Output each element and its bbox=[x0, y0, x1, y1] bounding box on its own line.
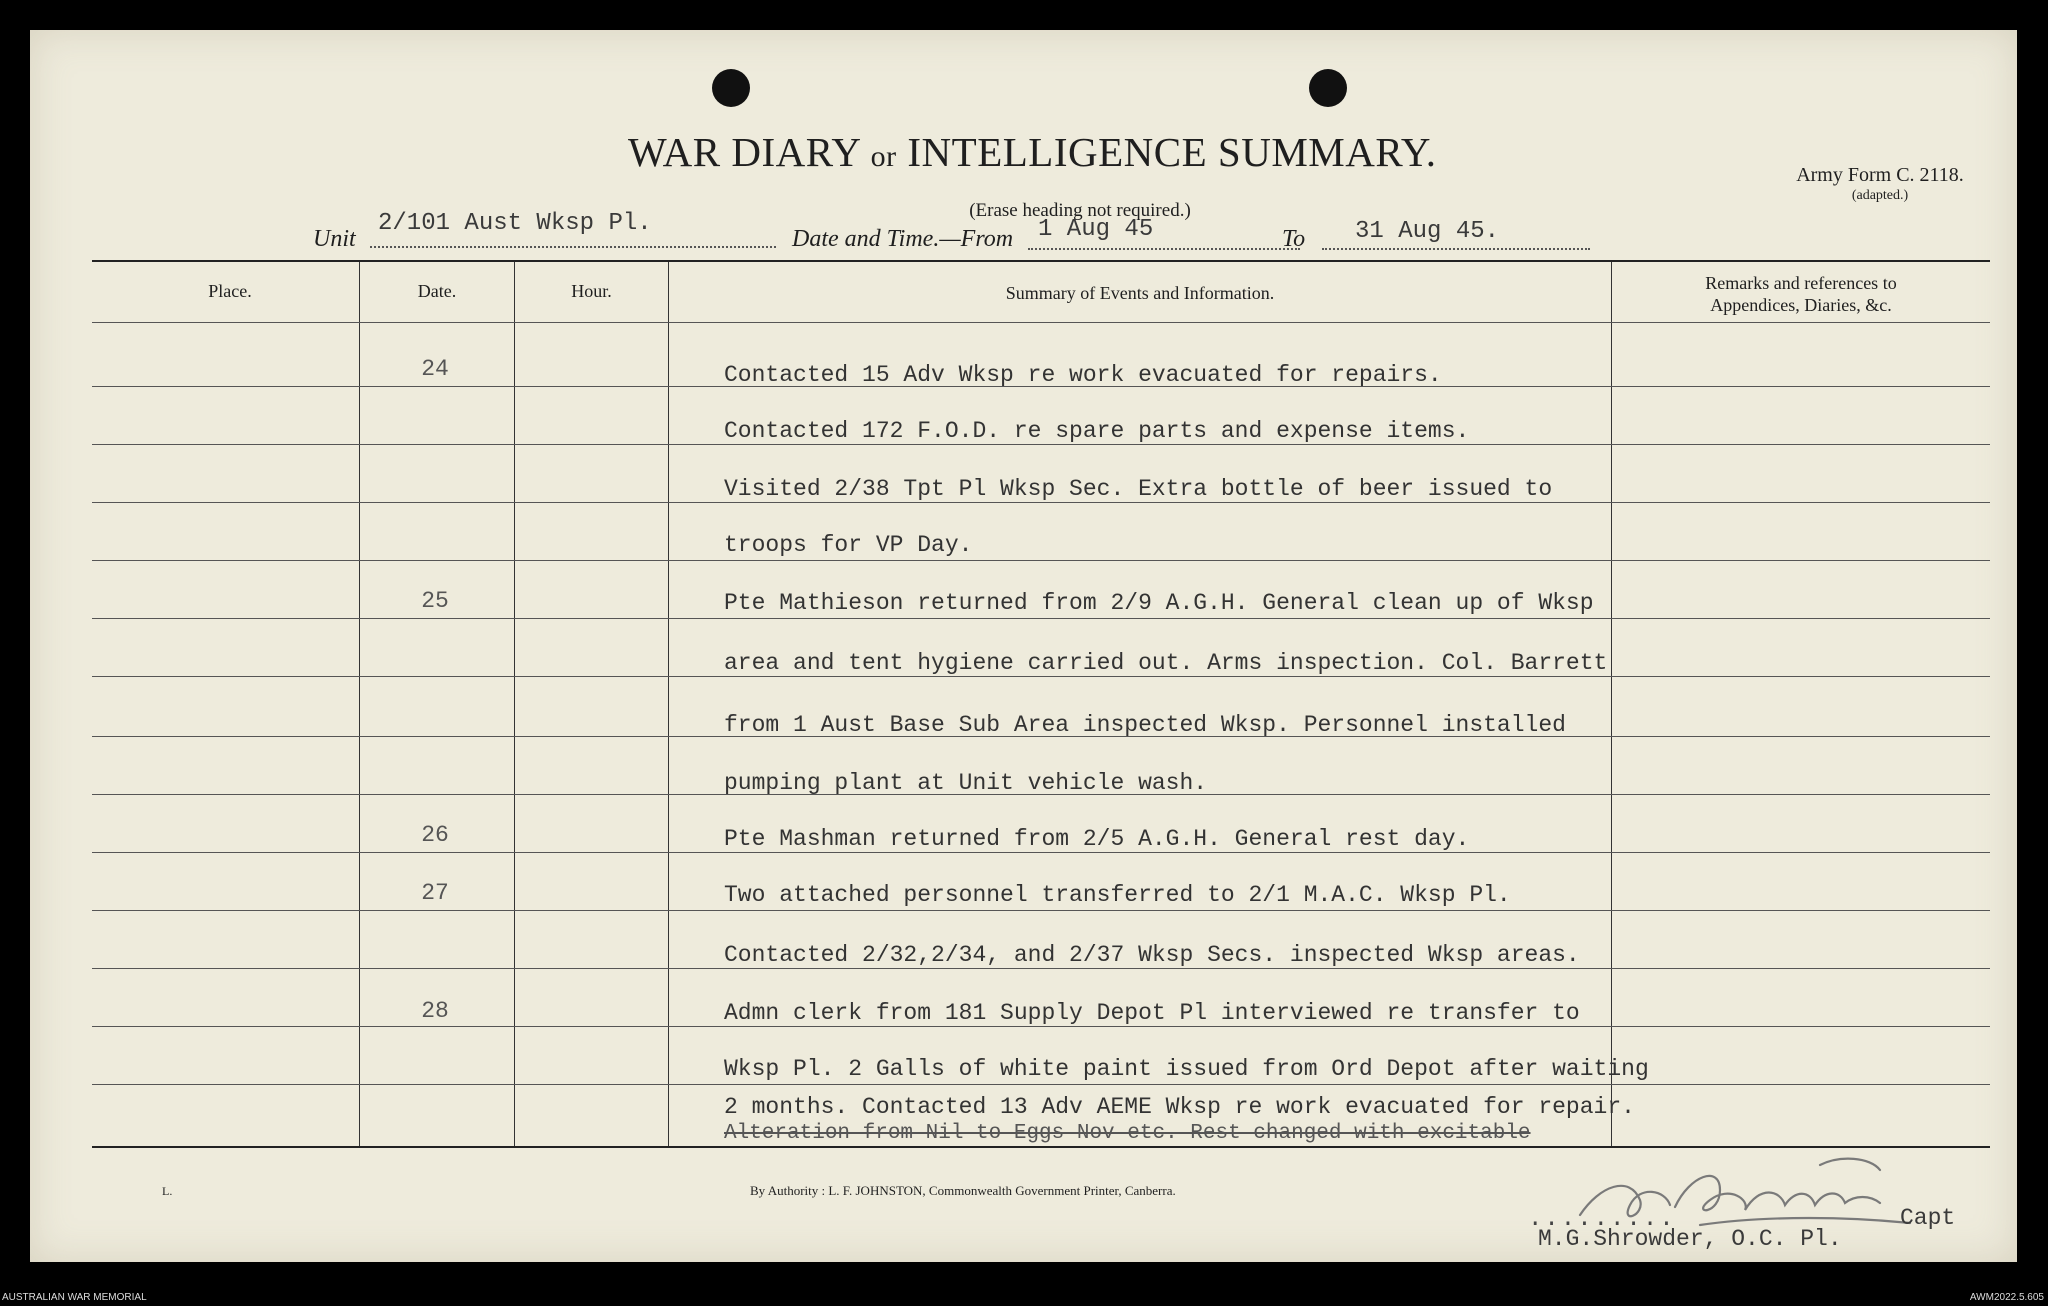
signatory-name: M.G.Shrowder, O.C. Pl. bbox=[1538, 1226, 1842, 1252]
ruled-line bbox=[92, 968, 1990, 969]
title-war-diary: WAR DIARY bbox=[628, 129, 860, 175]
column-divider-summary bbox=[1611, 262, 1612, 1146]
entry-line: Visited 2/38 Tpt Pl Wksp Sec. Extra bottle of beer issued to bbox=[724, 476, 1553, 502]
entry-line: pumping plant at Unit vehicle wash. bbox=[724, 770, 1208, 796]
punch-hole-right bbox=[1309, 69, 1347, 107]
diary-page bbox=[30, 30, 2017, 1262]
ruled-line bbox=[92, 322, 1990, 323]
entry-line: Two attached personnel transferred to 2/1 M.A.C. Wksp Pl. bbox=[724, 882, 1511, 908]
entry-line: Contacted 172 F.O.D. re spare parts and expense items. bbox=[724, 418, 1470, 444]
entry-line: Wksp Pl. 2 Galls of white paint issued from Ord Depot after waiting bbox=[724, 1056, 1649, 1082]
unit-label: Unit bbox=[313, 226, 356, 252]
entry-line: Pte Mathieson returned from 2/9 A.G.H. General clean up of Wksp bbox=[724, 590, 1594, 616]
form-title bbox=[628, 128, 1478, 176]
ruled-line bbox=[92, 910, 1990, 911]
struck-out-line: Alteration from Nil to Eggs Nov etc. Rest changed with excitable bbox=[724, 1122, 1531, 1145]
ruled-line bbox=[92, 1026, 1990, 1027]
signatory-rank: Capt bbox=[1900, 1205, 1956, 1231]
date-from-value: 1 Aug 45 bbox=[1038, 216, 1154, 243]
entry-line: from 1 Aust Base Sub Area inspected Wksp. Personnel installed bbox=[724, 712, 1566, 738]
column-divider-date bbox=[514, 262, 515, 1146]
ruled-line bbox=[92, 852, 1990, 853]
entry-line: Contacted 15 Adv Wksp re work evacuated for repairs. bbox=[724, 362, 1442, 388]
column-header-date: Date. bbox=[417, 281, 457, 301]
ruled-line bbox=[92, 1084, 1990, 1085]
archive-caption-right: AWM2022.5.605 bbox=[1969, 1292, 2044, 1303]
date-to-value: 31 Aug 45. bbox=[1355, 218, 1500, 245]
entry-line: troops for VP Day. bbox=[724, 532, 973, 558]
archive-caption-left: AUSTRALIAN WAR MEMORIAL bbox=[2, 1292, 147, 1303]
date-from-label: Date and Time.—From bbox=[792, 226, 1014, 252]
entry-line: Pte Mashman returned from 2/5 A.G.H. General rest day. bbox=[724, 826, 1470, 852]
date-to-label: To bbox=[1282, 226, 1306, 252]
date-cell: 28 bbox=[421, 998, 449, 1024]
column-header-hour: Hour. bbox=[571, 281, 612, 301]
date-cell: 24 bbox=[421, 356, 449, 382]
entry-line: 2 months. Contacted 13 Adv AEME Wksp re work evacuated for repair. bbox=[724, 1094, 1635, 1120]
entry-line: area and tent hygiene carried out. Arms inspection. Col. Barrett bbox=[724, 650, 1608, 676]
entry-line: Admn clerk from 181 Supply Depot Pl interviewed re transfer to bbox=[724, 1000, 1580, 1026]
printer-authority: By Authority : L. F. JOHNSTON, Commonwealth Government Printer, Canberra. bbox=[750, 1183, 1176, 1198]
date-cell: 27 bbox=[421, 880, 449, 906]
date-from-dotted-line bbox=[1028, 248, 1300, 250]
punch-hole-left bbox=[712, 69, 750, 107]
remarks-header-line1: Remarks and references to bbox=[1705, 273, 1897, 293]
footer-code: L. bbox=[162, 1184, 173, 1198]
title-or: or bbox=[870, 140, 897, 173]
ruled-line bbox=[92, 676, 1990, 677]
army-form-note: (adapted.) bbox=[1851, 188, 1909, 203]
table-top-rule bbox=[92, 260, 1990, 262]
date-to-dotted-line bbox=[1322, 248, 1590, 250]
ruled-line bbox=[92, 444, 1990, 445]
column-header-summary: Summary of Events and Information. bbox=[1005, 283, 1275, 303]
unit-dotted-line bbox=[370, 246, 776, 248]
column-header-place: Place. bbox=[208, 281, 252, 301]
entry-line: Contacted 2/32,2/34, and 2/37 Wksp Secs. inspected Wksp areas. bbox=[724, 942, 1580, 968]
ruled-line bbox=[92, 618, 1990, 619]
date-cell: 26 bbox=[421, 822, 449, 848]
title-intelligence-summary: INTELLIGENCE SUMMARY. bbox=[907, 129, 1437, 175]
ruled-line bbox=[92, 502, 1990, 503]
army-form-number: Army Form C. 2118. bbox=[1796, 164, 1964, 186]
date-cell: 25 bbox=[421, 588, 449, 614]
column-header-remarks bbox=[1612, 272, 1990, 316]
signature-dots: ......... bbox=[1528, 1206, 1676, 1233]
remarks-header-line2: Appendices, Diaries, &c. bbox=[1710, 295, 1892, 315]
ruled-line bbox=[92, 560, 1990, 561]
unit-value: 2/101 Aust Wksp Pl. bbox=[378, 210, 652, 237]
form-subtitle: (Erase heading not required.) bbox=[969, 200, 1191, 221]
column-divider-hour bbox=[668, 262, 669, 1146]
